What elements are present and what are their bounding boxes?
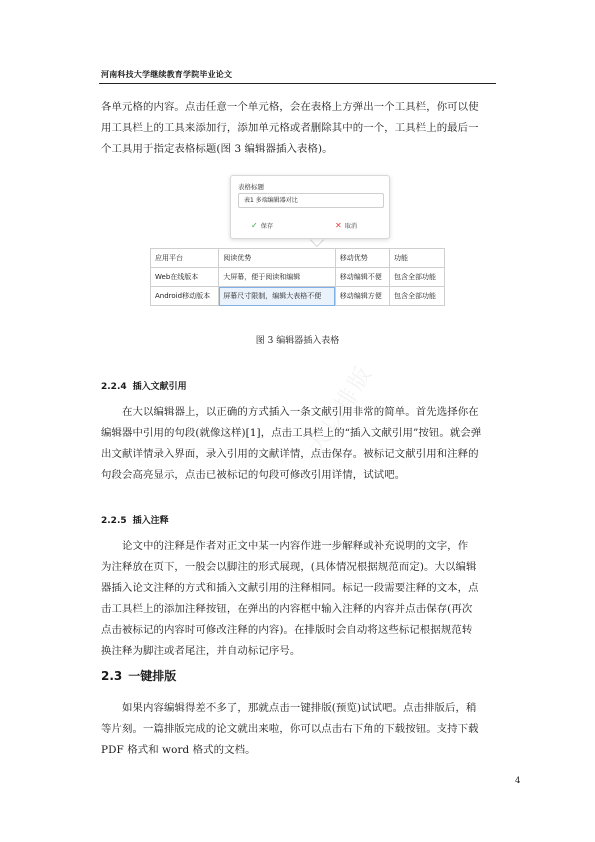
section-2-3-paragraph: [101, 698, 496, 761]
text-line: 换注释为脚注或者尾注，并自动标记序号。: [101, 645, 301, 657]
section-number: 2.3: [101, 669, 123, 683]
save-button[interactable]: [251, 221, 273, 230]
text-line: 用工具栏上的工具来添加行，添加单元格或者删除其中的一个，工具栏上的最后一: [101, 122, 479, 134]
text-line: 点击被标记的内容时可修改注释的内容)。在排版时会自动将这些标记根据规范转: [101, 624, 473, 636]
page-header-title: 河南科技大学继续教育学院毕业论文: [101, 70, 233, 79]
table-cell[interactable]: Android移动版本: [151, 287, 219, 306]
table-cell[interactable]: 包含全部功能: [390, 287, 445, 306]
text-line: 在大以编辑器上，以正确的方式插入一条文献引用非常的简单。首先选择你在: [122, 406, 479, 418]
text-line: 个工具用于指定表格标题(图 3 编辑器插入表格)。: [101, 143, 333, 155]
header-rule: [99, 83, 496, 84]
table-cell[interactable]: 移动优势: [335, 249, 389, 268]
text-line: 出文献详情录入界面，录入引用的文献详情，点击保存。被标记文献引用和注释的: [101, 448, 479, 460]
table-cell[interactable]: Web在线版本: [151, 268, 219, 287]
cancel-button[interactable]: [335, 221, 357, 230]
table-cell[interactable]: 大屏幕，便于阅读和编辑: [219, 268, 335, 287]
text-line: PDF 格式和 word 格式的文档。: [101, 744, 256, 756]
text-line: 器插入论文注释的方式和插入文献引用的注释相同。标记一段需要注释的文本，点: [101, 582, 479, 594]
intro-paragraph: [101, 97, 496, 160]
editor-insert-table-figure: [150, 175, 445, 317]
table-cell[interactable]: 包含全部功能: [390, 268, 445, 287]
text-line: 句段会高亮显示，点击已被标记的句段可修改引用详情，试试吧。: [101, 469, 406, 481]
table-caption-popup: [230, 175, 390, 239]
watermark: 大以排版: [304, 360, 379, 459]
selected-table-cell[interactable]: 屏幕尺寸限制，编辑大表格不便: [219, 287, 335, 306]
cancel-label: 取消: [344, 223, 358, 230]
table-cell[interactable]: 功能: [390, 249, 445, 268]
table-cell[interactable]: 移动编辑方便: [335, 287, 389, 306]
text-line: 各单元格的内容。点击任意一个单元格，会在表格上方弹出一个工具栏，你可以使: [101, 101, 479, 113]
section-heading-2-2-4: [101, 379, 193, 392]
section-title: 插入注释: [132, 516, 169, 526]
section-2-2-4-paragraph: [101, 402, 496, 486]
figure-caption: 图 3 编辑器插入表格: [255, 336, 340, 346]
text-line: 为注释放在页下，一般会以脚注的形式展现，(具体情况根据规范而定)。大以编辑: [101, 561, 477, 573]
text-line: 等片刻。一篇排版完成的论文就出来啦，你可以点击右下角的下载按钮。支持下载: [101, 723, 479, 735]
section-heading-2-3: [101, 667, 182, 684]
save-label: 保存: [260, 223, 274, 230]
table-caption-input[interactable]: 表1 多端编辑器对比: [238, 193, 384, 208]
section-number: 2.2.4: [101, 382, 127, 392]
table-cell[interactable]: 移动编辑不便: [335, 268, 389, 287]
table-cell[interactable]: 阅读优势: [219, 249, 335, 268]
section-2-2-5-paragraph: [101, 536, 496, 662]
table-row: [151, 287, 445, 306]
text-line: 论文中的注释是作者对正文中某一内容作进一步解释或补充说明的文字，作: [122, 540, 469, 552]
section-title: 插入文献引用: [132, 382, 187, 392]
section-title: 一键排版: [128, 669, 177, 683]
close-icon: ✕: [335, 221, 342, 230]
section-number: 2.2.5: [101, 516, 127, 526]
text-line: 击工具栏上的添加注释按钮，在弹出的内容框中输入注释的内容并点击保存(再次: [101, 603, 473, 615]
popup-label: 表格标题: [238, 183, 264, 191]
page-number: 4: [515, 776, 521, 786]
section-heading-2-2-5: [101, 513, 175, 526]
table-cell[interactable]: 应用平台: [151, 249, 219, 268]
table-row: [151, 249, 445, 268]
table-row: [151, 268, 445, 287]
check-icon: ✓: [251, 221, 258, 230]
editor-table: [150, 248, 445, 306]
text-line: 编辑器中引用的句段(就像这样)[1]，点击工具栏上的“插入文献引用”按钮。就会弹: [101, 427, 482, 439]
text-line: 如果内容编辑得差不多了，那就点击一键排版(预览)试试吧。点击排版后，稍: [122, 702, 477, 714]
